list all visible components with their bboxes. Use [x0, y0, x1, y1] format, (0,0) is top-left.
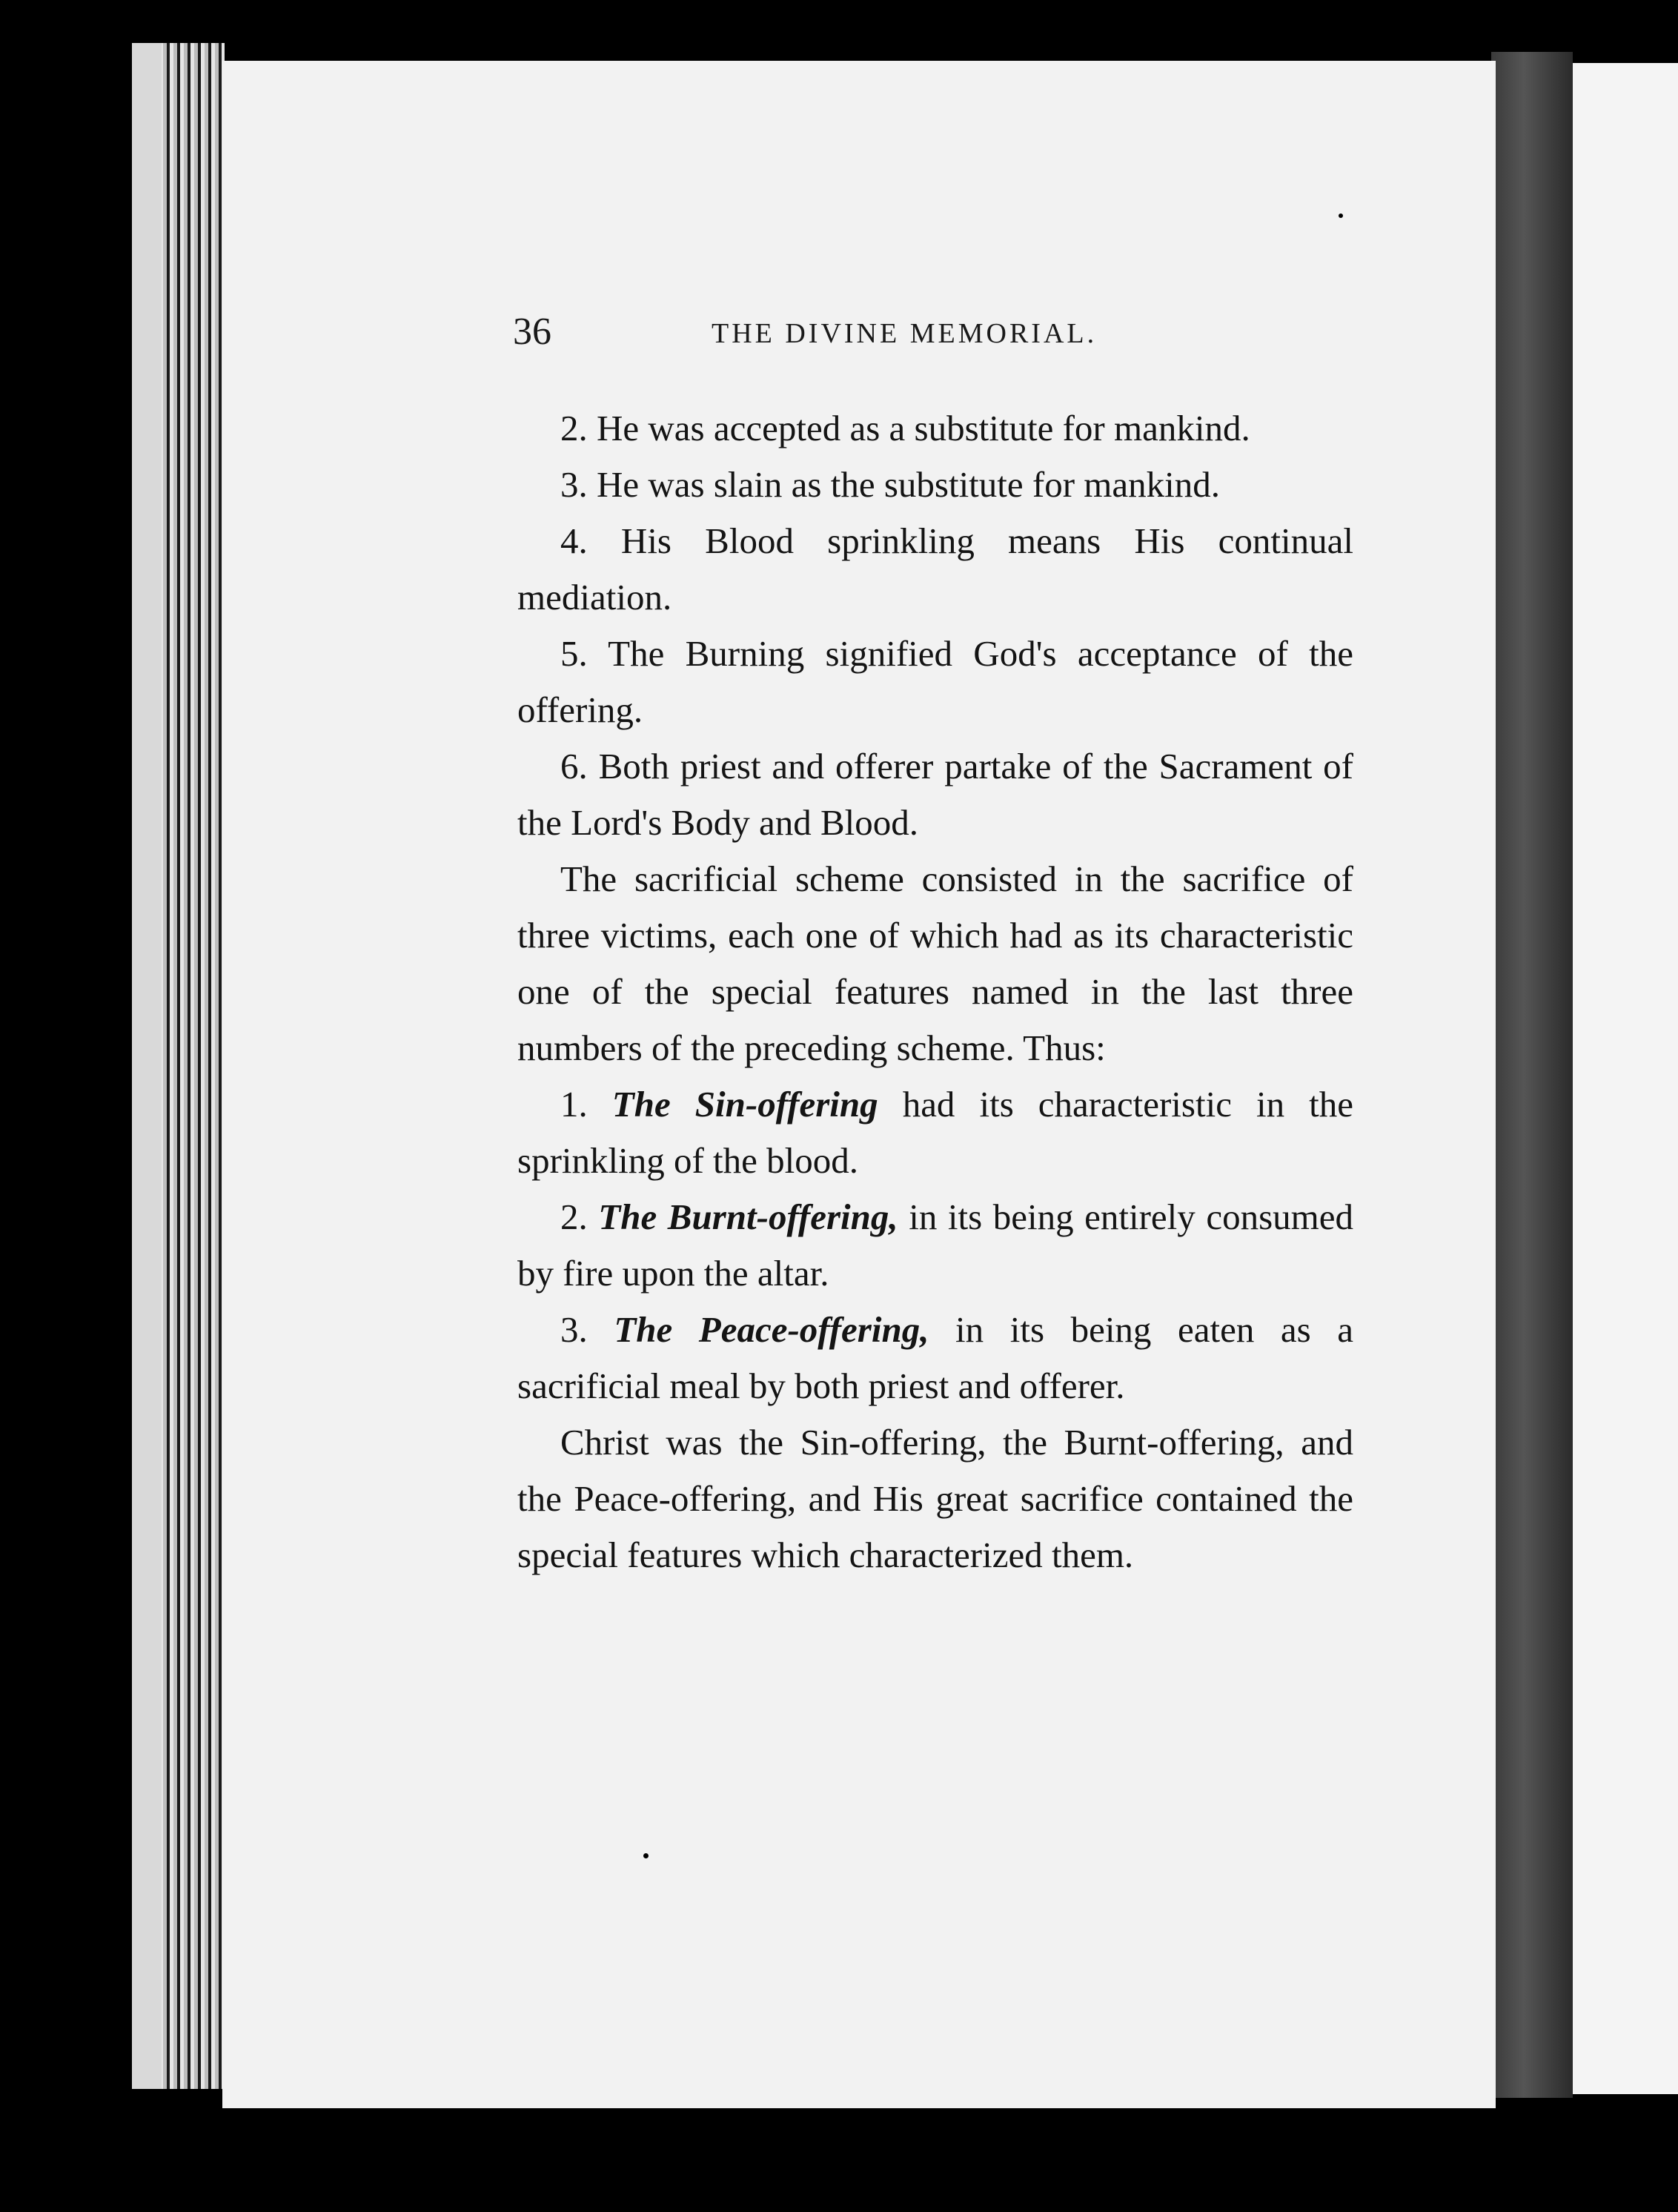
running-head: THE DIVINE MEMORIAL.: [712, 318, 1098, 349]
page-header: [513, 310, 1365, 362]
item-text: in its being eaten as a sacrificial meal by both priest and offerer.: [517, 1309, 1354, 1406]
paragraph-text: 6. Both priest and offerer partake of the Sacrament of the Lord's Body and Blood.: [517, 746, 1353, 843]
body-text: [517, 400, 1353, 1583]
page-number: 36: [513, 311, 551, 353]
item-number: 2.: [560, 1196, 588, 1237]
item-text: had its characteristic in the sprinkling of the blood.: [517, 1084, 1354, 1181]
paragraph: [517, 626, 1353, 738]
dust-speck: [1339, 213, 1343, 218]
offering-item: [517, 1302, 1353, 1414]
offering-item: [517, 1076, 1353, 1189]
paragraph: [517, 513, 1353, 626]
stacked-pages-edge: [1491, 52, 1573, 2098]
paragraph: [517, 1414, 1353, 1583]
item-number: 3.: [560, 1309, 588, 1350]
paragraph-text: 2. He was accepted as a substitute for mankind.: [560, 408, 1250, 448]
item-number: 1.: [560, 1084, 588, 1125]
paragraph-text: Christ was the Sin-offering, the Burnt-offering, and the Peace-offering, and His great sacrifice contained the special features which characterized them.: [517, 1422, 1353, 1575]
paragraph: [517, 457, 1353, 513]
facing-page-sliver: [1573, 63, 1678, 2094]
paragraph: [517, 851, 1353, 1076]
offering-item: [517, 1189, 1353, 1302]
paragraph: [517, 738, 1353, 851]
item-label: The Peace-offering,: [614, 1309, 929, 1350]
paragraph-text: 3. He was slain as the substitute for mankind.: [560, 464, 1221, 505]
book-fore-edge: [132, 43, 162, 2089]
paragraph-text: 5. The Burning signified God's acceptance of the offering.: [517, 633, 1353, 730]
paragraph: [517, 400, 1353, 457]
dust-speck: [643, 1853, 649, 1858]
item-text: in its being entirely consumed by fire upon the altar.: [517, 1196, 1353, 1294]
item-label: The Burnt-offering,: [598, 1196, 898, 1237]
paragraph-text: The sacrificial scheme consisted in the sacrifice of three victims, each one of which had as its characteristic one of the special features named in the last three numbers of the preceding scheme. Thus:: [517, 858, 1353, 1068]
item-label: The Sin-offering: [611, 1084, 878, 1125]
paragraph-text: 4. His Blood sprinkling means His continual mediation.: [517, 520, 1353, 617]
